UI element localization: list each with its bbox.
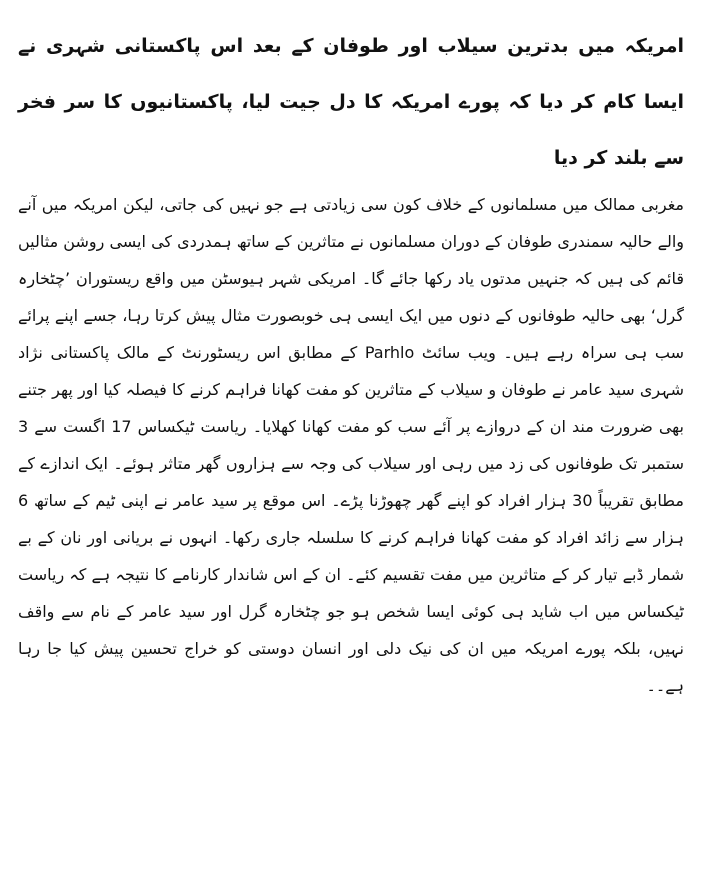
news-article <box>18 18 684 704</box>
article-headline: امریکہ میں بدترین سیلاب اور طوفان کے بعد اس پاکستانی شہری نے ایسا کام کر دیا کہ پورے امریکہ کا دل جیت لیا، پاکستانیوں کا سر فخر سے بلند کر دیا <box>18 35 684 169</box>
article-body: مغربی ممالک میں مسلمانوں کے خلاف کون سی زیادتی ہے جو نہیں کی جاتی، لیکن امریکہ میں آنے والے حالیہ سمندری طوفان کے دوران مسلمانوں نے متاثرین کے ساتھ ہمدردی کی ایسی روشن مثالیں قائم کی ہیں کہ جنہیں مدتوں یاد رکھا جائے گا۔ امریکی شہر ہیوسٹن میں واقع ریستوران ’چٹخارہ گرل‘ بھی حالیہ طوفانوں کے دنوں میں ایک ایسی ہی خوبصورت مثال پیش کرتا رہا، جسے اپنے پرائے سب ہی سراہ رہے ہیں۔ ویب سائٹ Parhlo کے مطابق اس ریسٹورنٹ کے مالک پاکستانی نژاد شہری سید عامر نے طوفان و سیلاب کے متاثرین کو مفت کھانا فراہم کرنے کا فیصلہ کیا اور پھر جتنے بھی ضرورت مند ان کے دروازے پر آئے سب کو مفت کھانا کھلایا۔ ریاست ٹیکساس 17 اگست سے 3 ستمبر تک طوفانوں کی زد میں رہی اور سیلاب کی وجہ سے ہزاروں گھر متاثر ہوئے۔ ایک اندازے کے مطابق تقریباً 30 ہزار افراد کو اپنے گھر چھوڑنا پڑے۔ اس موقع پر سید عامر نے اپنی ٹیم کے ساتھ 6 ہزار سے زائد افراد کو مفت کھانا فراہم کرنے کا سلسلہ جاری رکھا۔ انہوں نے بریانی اور نان کے بے شمار ڈبے تیار کر کے متاثرین میں مفت تقسیم کئے۔ ان کے اس شاندار کارنامے کا نتیجہ ہے کہ ریاست ٹیکساس میں اب شاید ہی کوئی ایسا شخص ہو جو چٹخارہ گرل اور سید عامر کے نام سے واقف نہیں، بلکہ پورے امریکہ میں ان کی نیک دلی اور انسان دوستی کو خراج تحسین پیش کیا جا رہا ہے۔۔ <box>18 195 685 695</box>
